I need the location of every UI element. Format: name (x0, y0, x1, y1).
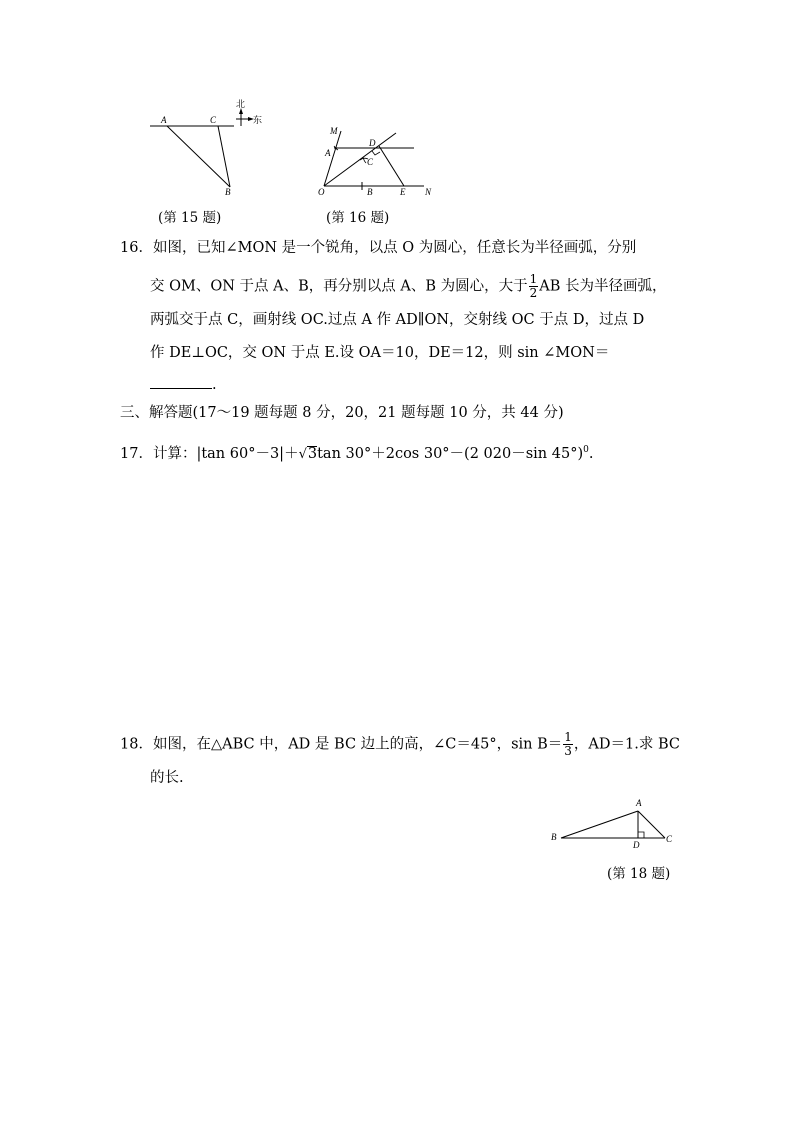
fig15-label-B: B (225, 187, 231, 197)
fig16-label-E: E (400, 187, 406, 197)
fig16-label-A: A (325, 148, 331, 158)
q17-post: tan 30°＋2cos 30°－(2 020－sin 45°) (317, 445, 584, 462)
q17-sqrt-content: 3 (307, 445, 318, 462)
q16-line-5-end: . (212, 377, 217, 393)
fig15-caption: (第 15 题) (158, 210, 222, 226)
fig16-label-D: D (369, 138, 376, 148)
q16-line-2-post: AB 长为半径画弧， (539, 278, 667, 295)
q16-frac-den: 2 (529, 286, 538, 300)
fig16-label-C: C (367, 157, 374, 167)
q16-frac-num: 1 (529, 272, 538, 286)
fig16-caption: (第 16 题) (326, 210, 390, 226)
q16-line-2-pre: 交 OM、ON 于点 A、B，再分别以点 A、B 为圆心，大于 (150, 278, 528, 295)
q16-line-1: 16．如图，已知∠MON 是一个锐角，以点 O 为圆心，任意长为半径画弧，分别 (120, 240, 637, 256)
fig18-caption: (第 18 题) (607, 866, 671, 882)
fig15-north-label: 北 (236, 100, 246, 110)
fig15-label-C: C (210, 115, 217, 125)
q16-line-4: 作 DE⊥OC，交 ON 于点 E.设 OA＝10，DE＝12，则 sin ∠MON＝ (150, 345, 610, 361)
fig15-label-A: A (161, 115, 167, 125)
q17-end: . (588, 445, 594, 462)
fig18-label-B: B (551, 832, 557, 842)
fig16-label-N: N (425, 187, 432, 197)
fig16-label-B: B (367, 187, 373, 197)
section-3-heading: 三、解答题(17～19 题每题 8 分，20，21 题每题 10 分，共 44 分) (120, 405, 564, 421)
fig15-east-label: 东 (253, 116, 263, 126)
fig18-label-A: A (636, 798, 642, 808)
fig18-label-C: C (666, 834, 673, 844)
fig16-label-M: M (330, 126, 338, 136)
q18-line-1-post: ，AD＝1.求 BC (573, 736, 680, 753)
q17-pre: 17．计算：|tan 60°－3|＋ (120, 445, 299, 462)
fig18-label-D: D (633, 840, 640, 850)
q18-line-1-pre: 18．如图，在△ABC 中，AD 是 BC 边上的高，∠C＝45°，sin B＝ (120, 736, 563, 753)
q17-exponent: 0 (583, 445, 589, 455)
q18-line-2: 的长. (150, 770, 184, 786)
q18-frac-den: 3 (564, 744, 572, 758)
q18-frac-num: 1 (564, 730, 572, 744)
fig16-label-O: O (318, 187, 325, 197)
q16-line-3: 两弧交于点 C，画射线 OC.过点 A 作 AD∥ON，交射线 OC 于点 D，过点 D (150, 312, 645, 328)
q17-radical-sign: √ (298, 446, 307, 462)
